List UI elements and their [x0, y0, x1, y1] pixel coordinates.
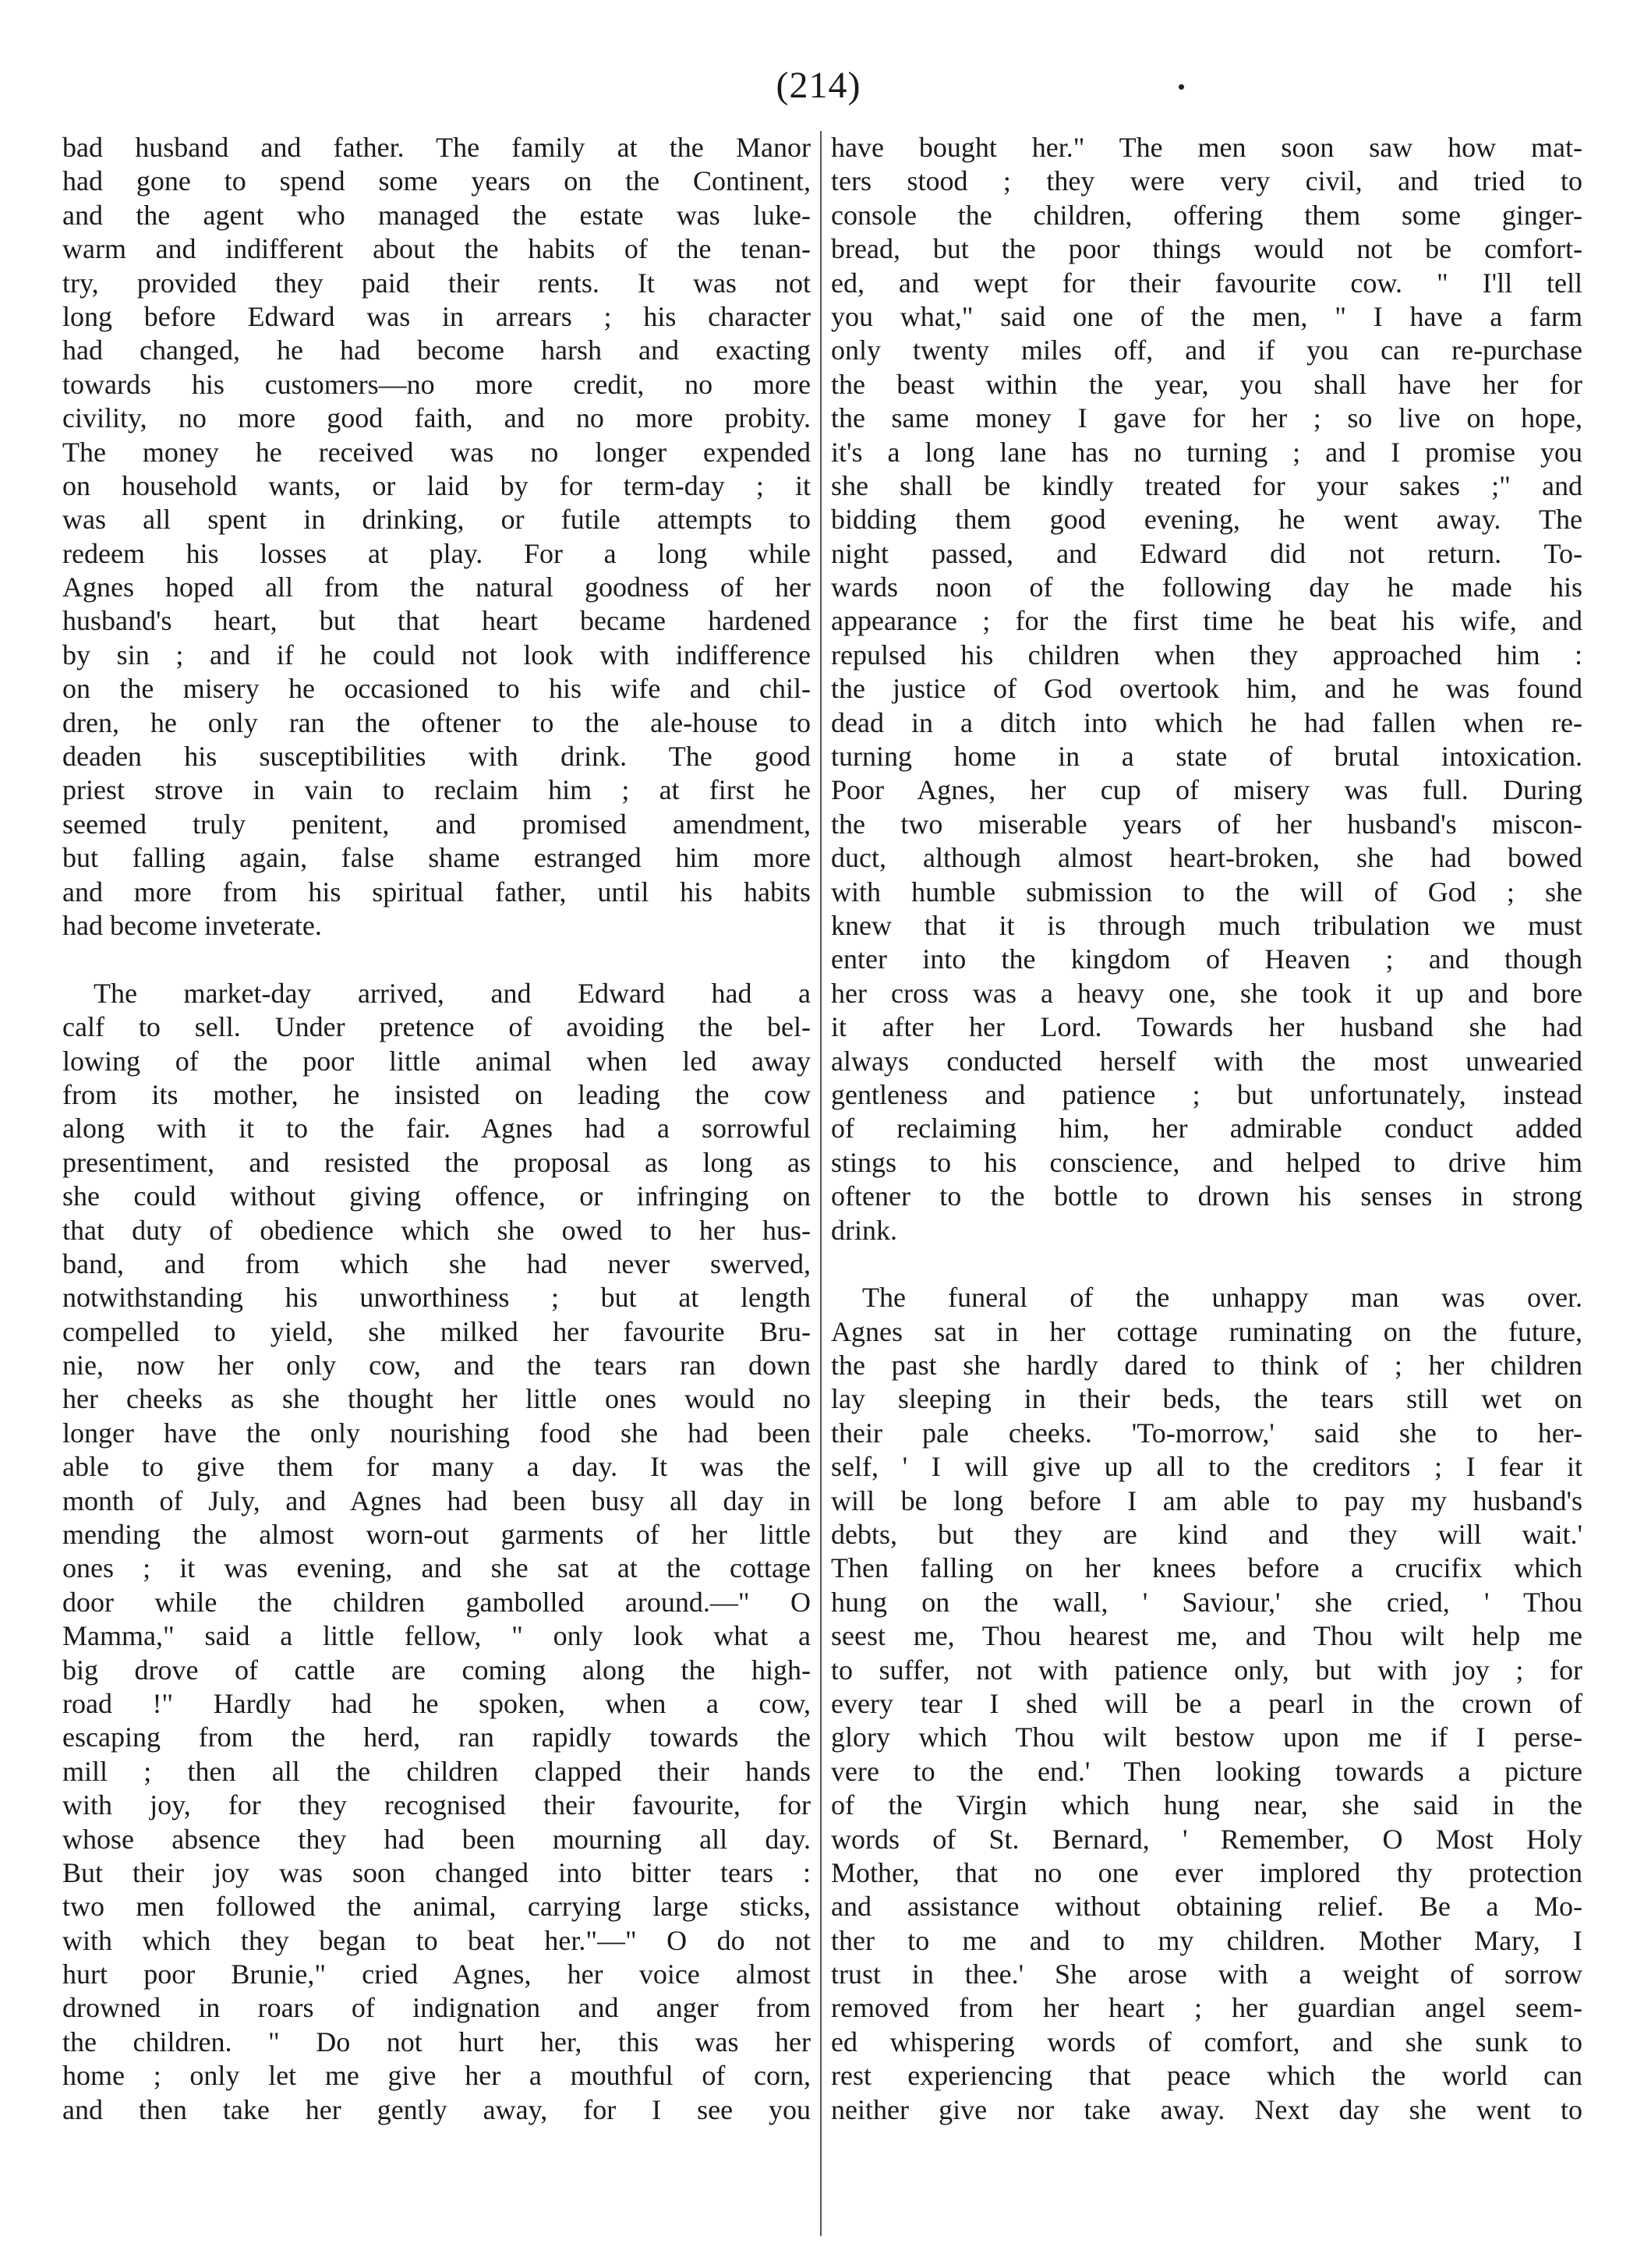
text-line: the justice of God overtook him, and he was found	[831, 673, 1582, 705]
left-paragraph-2	[62, 977, 811, 2127]
text-line: month of July, and Agnes had been busy all day in	[62, 1484, 811, 1516]
text-line: rest experiencing that peace which the world can	[831, 2060, 1582, 2092]
text-line: and then take her gently away, for I see you	[62, 2093, 811, 2125]
text-line: repulsed his children when they approached him :	[831, 639, 1582, 670]
text-line: every tear I shed will be a pearl in the crown of	[831, 1687, 1582, 1719]
text-line: and assistance without obtaining relief. Be a Mo-	[831, 1891, 1582, 1923]
text-line: of the Virgin which hung near, she said in the	[831, 1789, 1582, 1821]
text-line: priest strove in vain to reclaim him ; at first he	[62, 774, 811, 806]
text-line: neither give nor take away. Next day she went to	[831, 2093, 1582, 2125]
right-paragraph-2	[831, 1281, 1582, 2127]
text-line: seemed truly penitent, and promised amendment,	[62, 808, 811, 840]
text-line: self, ' I will give up all to the creditors ; I fear it	[831, 1451, 1582, 1483]
paragraph-gap	[62, 943, 811, 976]
text-line: Agnes hoped all from the natural goodness of her	[62, 571, 811, 603]
text-line: escaping from the herd, ran rapidly towards the	[62, 1721, 811, 1753]
text-line: oftener to the bottle to drown his senses in strong	[831, 1180, 1582, 1212]
text-line: to suffer, not with patience only, but with joy ; for	[831, 1654, 1582, 1686]
text-line: turning home in a state of brutal intoxication.	[831, 741, 1582, 773]
text-line: warm and indifferent about the habits of the tenan-	[62, 233, 811, 265]
text-line: along with it to the fair. Agnes had a sorrowful	[62, 1113, 811, 1145]
text-line: ed whispering words of comfort, and she sunk to	[831, 2026, 1582, 2057]
right-column	[831, 131, 1582, 2127]
text-line: But their joy was soon changed into bitter tears :	[62, 1856, 811, 1888]
text-line: vere to the end.' Then looking towards a picture	[831, 1755, 1582, 1787]
text-line: Then falling on her knees before a crucifix which	[831, 1552, 1582, 1584]
text-line: husband's heart, but that heart became hardened	[62, 605, 811, 637]
text-line: hung on the wall, ' Saviour,' she cried, ' Thou	[831, 1586, 1582, 1618]
text-line: on household wants, or laid by for term-day ; it	[62, 469, 811, 501]
text-line: only twenty miles off, and if you can re-purchase	[831, 334, 1582, 366]
text-line: knew that it is through much tribulation we must	[831, 909, 1582, 941]
text-line: that duty of obedience which she owed to her hus-	[62, 1214, 811, 1246]
text-line: wards noon of the following day he made his	[831, 571, 1582, 603]
text-line: her cross was a heavy one, she took it up and bore	[831, 977, 1582, 1009]
text-line: Mother, that no one ever implored thy protection	[831, 1856, 1582, 1888]
paragraph-gap	[831, 1247, 1582, 1281]
text-line: drink.	[831, 1214, 897, 1246]
text-line: ters stood ; they were very civil, and tried to	[831, 165, 1582, 197]
text-line: and more from his spiritual father, until his habits	[62, 876, 811, 908]
text-line: door while the children gambolled around.—" O	[62, 1586, 811, 1618]
left-column	[62, 131, 811, 2127]
text-line: The funeral of the unhappy man was over.	[862, 1282, 1582, 1314]
text-line: two men followed the animal, carrying large sticks,	[62, 1891, 811, 1923]
text-line: try, provided they paid their rents. It was not	[62, 267, 811, 299]
text-line: longer have the only nourishing food she had been	[62, 1417, 811, 1449]
text-line: big drove of cattle are coming along the high-	[62, 1654, 811, 1686]
text-line: lay sleeping in their beds, the tears still wet on	[831, 1383, 1582, 1415]
text-line: The money he received was no longer expended	[62, 436, 811, 468]
text-line: have bought her." The men soon saw how mat-	[831, 132, 1582, 163]
text-line: with humble submission to the will of God ; she	[831, 876, 1582, 908]
text-line: hurt poor Brunie," cried Agnes, her voice almost	[62, 1958, 811, 1990]
text-line: dead in a ditch into which he had fallen when re-	[831, 706, 1582, 738]
text-line: redeem his losses at play. For a long while	[62, 537, 811, 569]
text-line: she could without giving offence, or infringing on	[62, 1180, 811, 1212]
text-line: had changed, he had become harsh and exacting	[62, 334, 811, 366]
text-line: had become inveterate.	[62, 909, 322, 941]
text-line: mill ; then all the children clapped their hands	[62, 1755, 811, 1787]
text-line: lowing of the poor little animal when led away	[62, 1045, 811, 1077]
text-line: bidding them good evening, he went away. The	[831, 504, 1582, 536]
text-line: drowned in roars of indignation and anger from	[62, 1992, 811, 2024]
text-line: Poor Agnes, her cup of misery was full. During	[831, 774, 1582, 806]
text-line: glory which Thou wilt bestow upon me if I perse-	[831, 1721, 1582, 1753]
text-line: their pale cheeks. 'To-morrow,' said she to her-	[831, 1417, 1582, 1449]
text-line: it's a long lane has no turning ; and I promise you	[831, 436, 1582, 468]
text-line: nie, now her only cow, and the tears ran down	[62, 1350, 811, 1382]
page-number: (214)	[776, 65, 861, 106]
text-line: always conducted herself with the most unwearied	[831, 1045, 1582, 1077]
right-paragraph-1	[831, 131, 1582, 1247]
text-line: the past she hardly dared to think of ; her children	[831, 1350, 1582, 1382]
text-line: Agnes sat in her cottage ruminating on the future,	[831, 1315, 1582, 1347]
text-line: civility, no more good faith, and no more probity.	[62, 402, 811, 434]
text-line: console the children, offering them some ginger-	[831, 199, 1582, 231]
text-line: whose absence they had been mourning all day.	[62, 1823, 811, 1855]
text-line: with joy, for they recognised their favourite, for	[62, 1789, 811, 1821]
text-line: on the misery he occasioned to his wife and chil-	[62, 673, 811, 705]
text-line: home ; only let me give her a mouthful of corn,	[62, 2060, 811, 2092]
text-line: dren, he only ran the oftener to the ale-house to	[62, 706, 811, 738]
text-line: able to give them for many a day. It was the	[62, 1451, 811, 1483]
text-line: Mamma," said a little fellow, " only look what a	[62, 1620, 811, 1652]
text-line: by sin ; and if he could not look with indifference	[62, 639, 811, 670]
text-line: compelled to yield, she milked her favourite Bru-	[62, 1315, 811, 1347]
text-line: mending the almost worn-out garments of her little	[62, 1519, 811, 1551]
text-line: the two miserable years of her husband's miscon-	[831, 808, 1582, 840]
text-line: appearance ; for the first time he beat his wife, and	[831, 605, 1582, 637]
left-paragraph-1	[62, 131, 811, 943]
text-line: towards his customers—no more credit, no more	[62, 368, 811, 400]
text-line: she shall be kindly treated for your sakes ;" and	[831, 469, 1582, 501]
text-line: stings to his conscience, and helped to drive him	[831, 1146, 1582, 1178]
text-line: the beast within the year, you shall have her for	[831, 368, 1582, 400]
text-line: removed from her heart ; her guardian angel seem-	[831, 1992, 1582, 2024]
text-line: enter into the kingdom of Heaven ; and though	[831, 943, 1582, 975]
text-line: debts, but they are kind and they will wait.'	[831, 1519, 1582, 1551]
text-line: duct, although almost heart-broken, she had bowed	[831, 842, 1582, 874]
text-line: and the agent who managed the estate was luke-	[62, 199, 811, 231]
text-line: will be long before I am able to pay my husband's	[831, 1484, 1582, 1516]
text-line: long before Edward was in arrears ; his character	[62, 300, 811, 332]
text-line: bread, but the poor things would not be comfort-	[831, 233, 1582, 265]
stray-mark	[1179, 84, 1184, 90]
text-line: trust in thee.' She arose with a weight of sorrow	[831, 1958, 1582, 1990]
text-line: seest me, Thou hearest me, and Thou wilt help me	[831, 1620, 1582, 1652]
text-line: bad husband and father. The family at the Manor	[62, 132, 811, 163]
text-line: band, and from which she had never swerved,	[62, 1247, 811, 1279]
text-line: had gone to spend some years on the Continent,	[62, 165, 811, 197]
text-line: gentleness and patience ; but unfortunately, instead	[831, 1078, 1582, 1110]
text-line: you what," said one of the men, " I have a farm	[831, 300, 1582, 332]
text-line: notwithstanding his unworthiness ; but at length	[62, 1282, 811, 1314]
text-line: her cheeks as she thought her little ones would no	[62, 1383, 811, 1415]
text-line: road !" Hardly had he spoken, when a cow,	[62, 1687, 811, 1719]
text-line: words of St. Bernard, ' Remember, O Most Holy	[831, 1823, 1582, 1855]
text-line: the children. " Do not hurt her, this was her	[62, 2026, 811, 2057]
text-line: presentiment, and resisted the proposal as long as	[62, 1146, 811, 1178]
text-line: of reclaiming him, her admirable conduct added	[831, 1113, 1582, 1145]
text-line: but falling again, false shame estranged him more	[62, 842, 811, 874]
text-line: ones ; it was evening, and she sat at the cottage	[62, 1552, 811, 1584]
text-line: ther to me and to my children. Mother Mary, I	[831, 1924, 1582, 1956]
text-line: the same money I gave for her ; so live on hope,	[831, 402, 1582, 434]
text-line: The market-day arrived, and Edward had a	[94, 977, 811, 1009]
text-line: night passed, and Edward did not return. To-	[831, 537, 1582, 569]
text-line: from its mother, he insisted on leading the cow	[62, 1078, 811, 1110]
text-line: ed, and wept for their favourite cow. " I'll tell	[831, 267, 1582, 299]
column-divider	[820, 131, 822, 2236]
text-line: it after her Lord. Towards her husband she had	[831, 1011, 1582, 1043]
text-line: was all spent in drinking, or futile attempts to	[62, 504, 811, 536]
text-line: with which they began to beat her."—" O do not	[62, 1924, 811, 1956]
text-line: calf to sell. Under pretence of avoiding the bel-	[62, 1011, 811, 1043]
text-line: deaden his susceptibilities with drink. The good	[62, 741, 811, 773]
